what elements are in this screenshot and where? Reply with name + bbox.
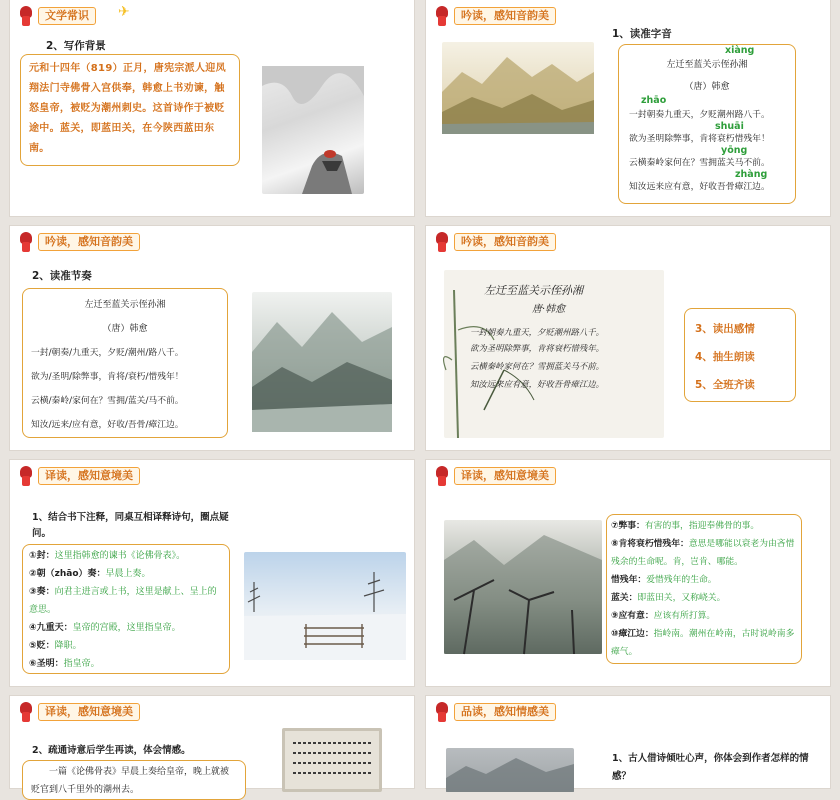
summary-text: 一篇《论佛骨表》早晨上奏给皇帝，晚上就被贬官到八千里外的潮州去。 bbox=[31, 767, 230, 795]
pen-mascot-icon bbox=[434, 702, 450, 722]
note-8: ⑧肯将衰朽惜残年：意思是哪能以衰老为由吝惜残余的生命呢。肯，岂肯、哪能。 bbox=[611, 539, 795, 567]
slide-tag bbox=[18, 232, 140, 252]
note-1: ①封：这里指韩愈的谏书《论佛骨表》。 bbox=[29, 551, 186, 561]
pen-mascot-icon bbox=[18, 232, 34, 252]
tag-label: 译读，感知意境美 bbox=[38, 703, 140, 721]
tag-label: 译读，感知意境美 bbox=[38, 467, 140, 485]
poem-line-1: 一封/朝奏/九重天，夕贬/潮州/路八千。 bbox=[31, 348, 184, 358]
pinyin-shuai: shuāi bbox=[715, 121, 744, 132]
pen-mascot-icon bbox=[18, 6, 34, 26]
mountain-painting-image bbox=[252, 292, 392, 432]
calligraphy-line-4: 知汝远来应有意，好收吾骨瘴江边。 bbox=[470, 379, 604, 389]
background-text: 元和十四年（819）正月，唐宪宗派人迎凤翔法门寺佛骨入宫供奉，韩愈上书劝谏，触怒皇帝，被贬为潮州刺史。这首诗作于被贬途中。蓝关，即蓝田关，在今陕西蓝田东南。 bbox=[29, 63, 226, 154]
step-4: 4、抽生朗读 bbox=[695, 351, 755, 363]
bird-icon: ✈ bbox=[118, 4, 130, 20]
steps-box bbox=[684, 308, 796, 402]
poem-line-2: 欲为圣明除弊事，肯将衰朽惜残年！ bbox=[629, 134, 770, 144]
tag-label: 吟读，感知音韵美 bbox=[38, 233, 140, 251]
poem-box bbox=[618, 44, 796, 204]
slide-tag bbox=[434, 466, 556, 486]
pinyin-yong: yōng bbox=[721, 145, 748, 156]
step-3: 3、读出感情 bbox=[695, 323, 755, 335]
poem-title: 左迁至蓝关示侄孙湘 bbox=[666, 60, 748, 70]
poem-title: 左迁至蓝关示侄孙湘 bbox=[84, 300, 166, 310]
note-8c: 蓝关：即蓝田关，又称峣关。 bbox=[611, 593, 726, 603]
slide-tag bbox=[434, 6, 556, 26]
slide-literature[interactable] bbox=[10, 0, 414, 216]
tag-label: 吟读，感知音韵美 bbox=[454, 7, 556, 25]
misty-landscape-image bbox=[446, 748, 574, 792]
poem-author: （唐）韩愈 bbox=[684, 82, 730, 92]
tag-label: 译读，感知意境美 bbox=[454, 467, 556, 485]
slide-tag bbox=[18, 702, 140, 722]
notes-box bbox=[22, 544, 230, 674]
note-8b: 惜残年：爱惜残年的生命。 bbox=[611, 575, 717, 585]
calligraphy-title: 左迁至蓝关示侄孙湘 bbox=[484, 284, 583, 297]
section-heading: 2、读准节奏 bbox=[32, 270, 92, 282]
slide-tag bbox=[18, 466, 140, 486]
pinyin-zhang: zhàng bbox=[735, 169, 768, 180]
slide-translation-1[interactable] bbox=[10, 460, 414, 686]
section-heading: 1、结合书下注释，同桌互相译释诗句，圈点疑问。 bbox=[32, 512, 229, 539]
note-10: ⑩瘴江边：指岭南。潮州在岭南，古时说岭南多瘴气。 bbox=[611, 629, 795, 657]
notes-box bbox=[606, 514, 802, 664]
poem-box bbox=[22, 288, 228, 438]
landscape-image bbox=[442, 42, 594, 134]
calligraphy-scroll-image bbox=[282, 728, 382, 792]
poem-line-4: 知汝/远来/应有意，好收/吾骨/瘴江边。 bbox=[31, 420, 184, 430]
section-heading: 1、古人借诗倾吐心声，你体会到作者怎样的情感？ bbox=[612, 753, 809, 782]
note-7: ⑦弊事：有害的事，指迎奉佛骨的事。 bbox=[611, 521, 760, 531]
text-box bbox=[20, 54, 240, 166]
slide-pronunciation[interactable] bbox=[426, 0, 830, 216]
pen-mascot-icon bbox=[434, 232, 450, 252]
calligraphy-image bbox=[444, 270, 664, 438]
note-6: ⑥圣明：指皇帝。 bbox=[29, 659, 100, 669]
pen-mascot-icon bbox=[18, 466, 34, 486]
note-9: ⑨应有意：应该有所打算。 bbox=[611, 611, 716, 621]
slide-translation-3[interactable] bbox=[10, 696, 414, 795]
note-3: ③奏：向君主进言或上书，这里是献上、呈上的意思。 bbox=[29, 587, 217, 615]
poem-line-3: 云横秦岭家何在？雪拥蓝关马不前。 bbox=[629, 158, 770, 168]
poem-line-4: 知汝远来应有意，好收吾骨瘴江边。 bbox=[629, 182, 770, 192]
calligraphy-author: 唐·韩愈 bbox=[532, 304, 566, 315]
tag-label: 文学常识 bbox=[38, 7, 96, 25]
note-2: ②朝（zhāo）奏：早晨上奏。 bbox=[29, 569, 151, 579]
slide-reading[interactable] bbox=[426, 226, 830, 450]
step-5: 5、全班齐读 bbox=[695, 379, 755, 391]
summary-box bbox=[22, 760, 246, 800]
poem-author: （唐）韩愈 bbox=[102, 324, 148, 334]
painting-image bbox=[262, 66, 364, 194]
calligraphy-line-2: 欲为圣明除弊事，肯将衰朽惜残年。 bbox=[470, 343, 604, 353]
slide-rhythm[interactable] bbox=[10, 226, 414, 450]
section-heading: 2、疏通诗意后学生再读，体会情感。 bbox=[32, 745, 191, 756]
calligraphy-line-3: 云横秦岭家何在？雪拥蓝关马不前。 bbox=[470, 361, 604, 371]
poem-line-3: 云横/秦岭/家何在？雪拥/蓝关/马不前。 bbox=[31, 396, 184, 406]
tag-label: 品读，感知情感美 bbox=[454, 703, 556, 721]
note-5: ⑤贬：降职。 bbox=[29, 641, 82, 651]
poem-line-1: 一封朝奏九重天，夕贬潮州路八千。 bbox=[629, 110, 770, 120]
snow-photo-image bbox=[244, 552, 406, 660]
section-heading: 1、读准字音 bbox=[612, 28, 672, 40]
tag-label: 吟读，感知音韵美 bbox=[454, 233, 556, 251]
slide-emotion[interactable] bbox=[426, 696, 830, 788]
pinyin-xiang: xiàng bbox=[725, 45, 755, 56]
pen-mascot-icon bbox=[434, 6, 450, 26]
forest-painting-image bbox=[444, 520, 602, 654]
pen-mascot-icon bbox=[18, 702, 34, 722]
pinyin-zhao: zhāo bbox=[641, 95, 667, 106]
poem-line-2: 欲为/圣明/除弊事，肯将/衰朽/惜残年！ bbox=[31, 372, 184, 382]
slide-translation-2[interactable] bbox=[426, 460, 830, 686]
section-heading: 2、写作背景 bbox=[46, 40, 106, 52]
slide-tag bbox=[434, 702, 556, 722]
slide-tag bbox=[434, 232, 556, 252]
calligraphy-line-1: 一封朝奏九重天，夕贬潮州路八千。 bbox=[470, 327, 604, 337]
slide-tag bbox=[18, 6, 96, 26]
note-4: ④九重天：皇帝的宫殿，这里指皇帝。 bbox=[29, 623, 181, 633]
pen-mascot-icon bbox=[434, 466, 450, 486]
